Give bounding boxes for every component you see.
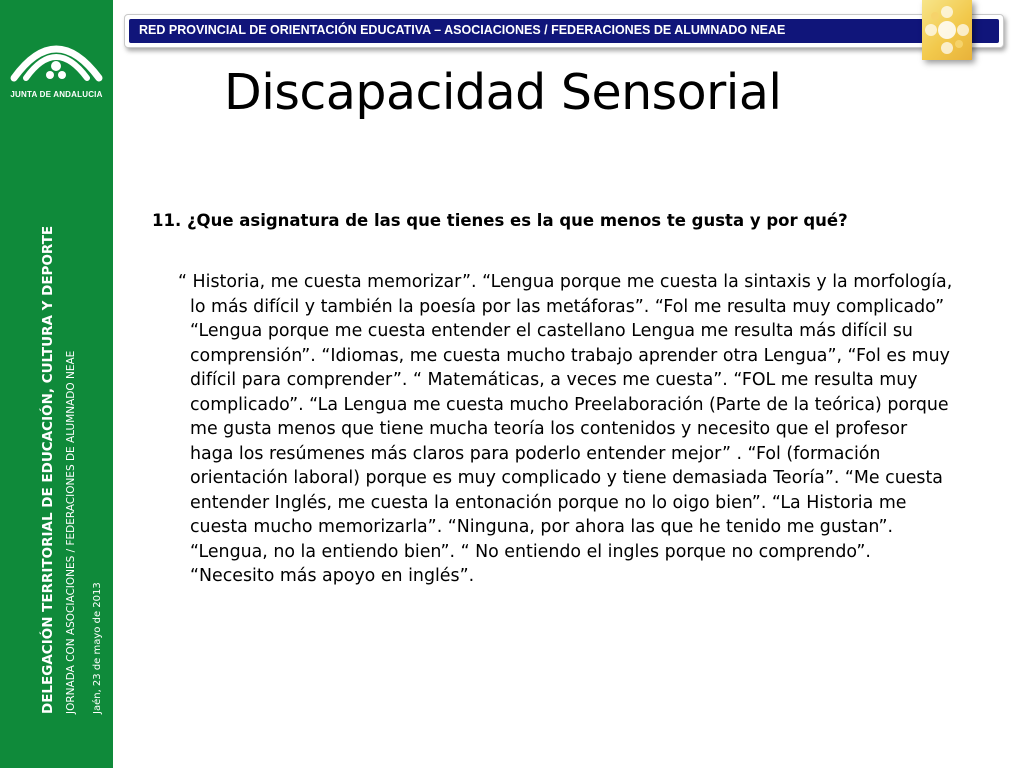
logo-text: JUNTA DE ANDALUCIA xyxy=(10,90,103,99)
header-banner-bar xyxy=(129,19,999,43)
event-text: JORNADA CON ASOCIACIONES / FEDERACIONES DE ALUMNADO NEAE xyxy=(65,350,77,714)
header-banner-text: RED PROVINCIAL DE ORIENTACIÓN EDUCATIVA – ASOCIACIONES / FEDERACIONES DE ALUMNADO NEAE xyxy=(139,23,786,37)
hands-circle-image-icon xyxy=(922,0,972,60)
sidebar xyxy=(0,0,113,768)
junta-logo-icon xyxy=(6,26,107,86)
junta-logo xyxy=(0,0,113,110)
header-banner xyxy=(124,14,1004,48)
slide-title: Discapacidad Sensorial xyxy=(224,64,782,121)
date-text: Jaén, 23 de mayo de 2013 xyxy=(92,582,103,714)
hands-illustration-icon xyxy=(922,0,972,60)
question-text: 11. ¿Que asignatura de las que tienes es la que menos te gusta y por qué? xyxy=(152,211,848,230)
answer-text: “ Historia, me cuesta memorizar”. “Lengua porque me cuesta la sintaxis y la morfología, lo más difícil y también la poesía por las metáforas”. “Fol me resulta muy complicado” “Lengua porque me cuesta entender el castellano Lengua me resulta más difícil su comprensión”. “Idiomas, me cuesta mucho trabajo aprender otra Lengua”, “Fol es muy difícil para comprender”. “ Matemáticas, a veces me cuesta”. “FOL me resulta muy complicado”. “La Lengua me cuesta mucho Preelaboración (Parte de la teórica) porque me gusta menos que tiene mucha teoría los contenidos y necesito que el profesor haga los resúmenes más claros para poderlo entender mejor” . “Fol (formación orientación laboral) porque es muy complicado y tiene demasiada Teoría”. “Me cuesta entender Inglés, me cuesta la entonación porque no lo oigo bien”. “La Historia me cuesta mucho memorizarla”. “Ninguna, por ahora las que he tenido me gustan”. “Lengua, no la entiendo bien”. “ No entiendo el ingles porque no comprendo”. “Necesito más apoyo en inglés”. xyxy=(178,272,953,586)
delegation-text: DELEGACIÓN TERRITORIAL DE EDUCACIÓN, CULTURA Y DEPORTE xyxy=(40,225,56,714)
